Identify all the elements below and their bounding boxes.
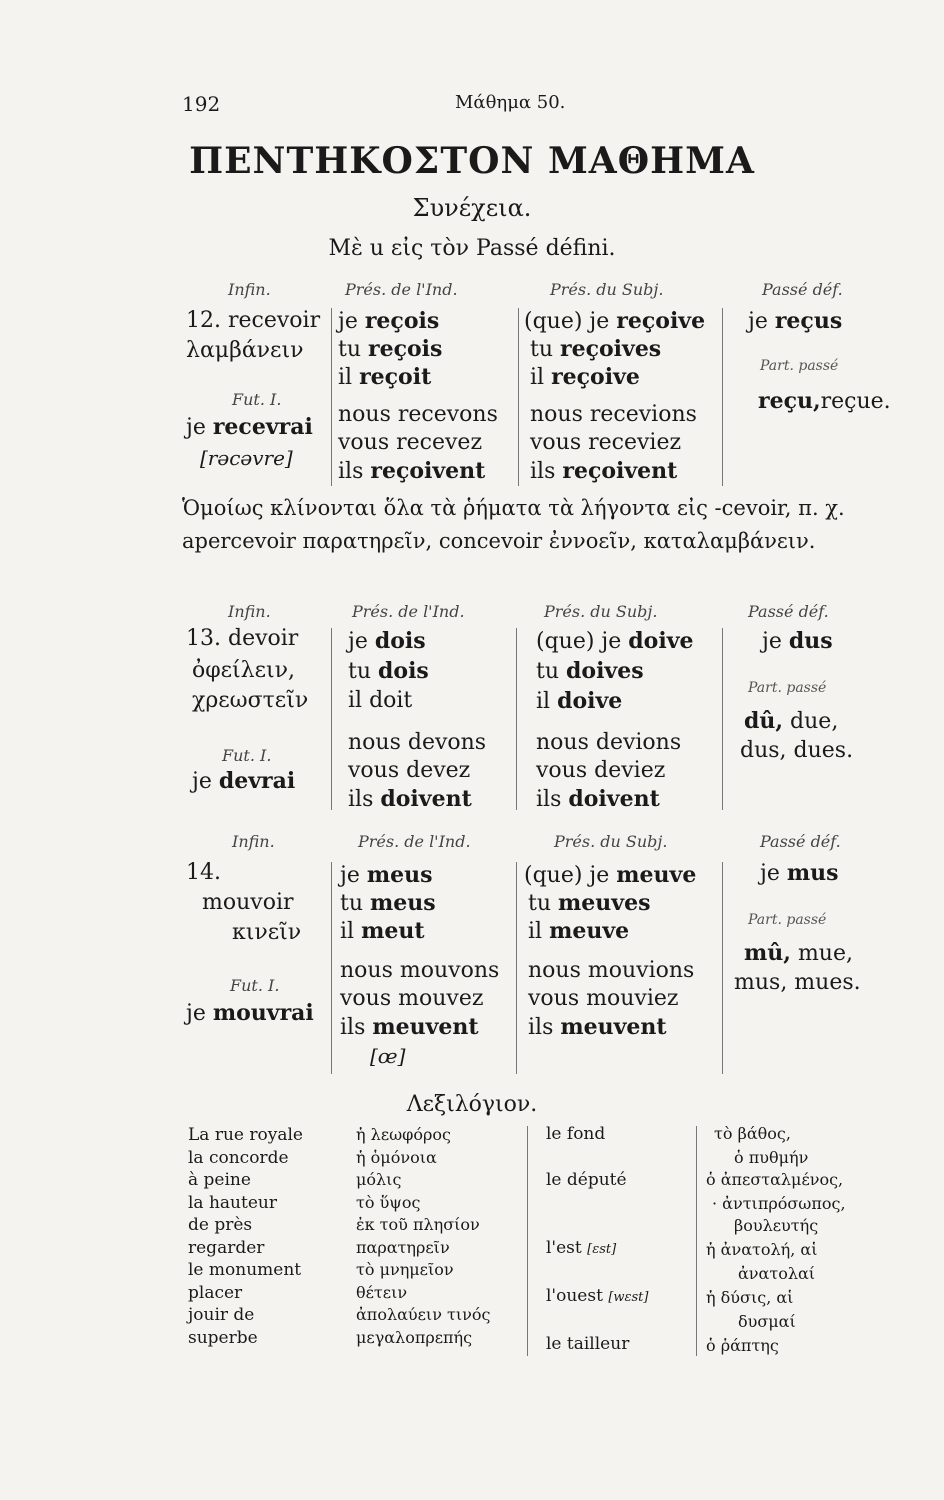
lex-fr2-1: le fond: [546, 1124, 606, 1144]
verb-14-future: je mouvrai: [186, 1000, 314, 1026]
lex-fr-5: de près: [188, 1215, 253, 1235]
lex-gr2-10: ὁ ῥάπτης: [706, 1336, 779, 1355]
running-title: Μάθημα 50.: [455, 92, 566, 113]
lex-gr2-3: ὁ ἀπεσταλμένος,: [706, 1170, 844, 1189]
verb-12-infinitive: 12. recevoir: [186, 308, 321, 333]
verb-13-ind-4: nous devons: [348, 730, 487, 755]
verb-14-ind-4: nous mouvons: [340, 958, 500, 983]
verb-12-passe: je reçus: [748, 308, 843, 334]
verb-13-part-label: Part. passé: [748, 680, 827, 696]
lexicon-greek-col: [356, 1124, 490, 1349]
verb-14-subj-1: (que) je meuve: [524, 862, 697, 888]
note-paragraph: Ὁμοίως κλίνονται ὅλα τὰ ῥήματα τὰ λήγοντα εἰς -cevoir, π. χ. apercevoir παρατηρεῖν, concevoir ἐννοεῖν, καταλαμβάνειν.: [182, 496, 845, 553]
verb-14-subj-6: ils meuvent: [528, 1014, 667, 1040]
verb-12-ind-6: ils reçoivent: [338, 458, 486, 484]
header-pres-subj-13: Prés. du Subj.: [544, 602, 658, 621]
verb-14-ind-3: il meut: [340, 918, 425, 944]
lex-gr2-5: βουλευτής: [734, 1216, 819, 1235]
verb-13-participle-2: dus, dues.: [740, 738, 854, 763]
lex-fr-8: placer: [188, 1282, 243, 1303]
header-passe-def-14: Passé déf.: [760, 832, 841, 851]
verb-13-subj-2: tu doives: [536, 658, 644, 684]
lex-gr2-1: τὸ βάθος,: [714, 1124, 791, 1143]
verb-14-pronunciation: [œ]: [370, 1044, 406, 1068]
verb-13-subj-1: (que) je doive: [536, 628, 694, 654]
header-infin-13: Infin.: [228, 602, 271, 621]
verb-14-subj-2: tu meuves: [528, 890, 651, 916]
lex-gr-9: ἀπολαύειν τινός: [356, 1305, 491, 1324]
lex-gr-7: τὸ μνημεῖον: [356, 1260, 454, 1279]
verb-14-ind-5: vous mouvez: [340, 986, 484, 1011]
verb-14-ind-6: ils meuvent: [340, 1014, 479, 1040]
verb-14-infinitive: mouvoir: [202, 890, 294, 915]
lex-fr-3: à peine: [188, 1170, 251, 1190]
verb-12-subj-5: vous receviez: [530, 430, 682, 455]
lex-gr-4: τὸ ὕψος: [356, 1192, 421, 1212]
verb-12-ind-2: tu reçois: [338, 336, 443, 362]
verb-12-subj-6: ils reçoivent: [530, 458, 678, 484]
lex-gr2-2: ὁ πυθμήν: [734, 1148, 809, 1167]
header-pres-ind-13: Prés. de l'Ind.: [352, 602, 465, 621]
header-pres-subj-14: Prés. du Subj.: [554, 832, 668, 851]
verb-14-subj-3: il meuve: [528, 918, 630, 944]
verb-12-fut-label: Fut. I.: [232, 390, 282, 409]
verb-14-passe: je mus: [760, 860, 839, 886]
lex-gr-2: ἡ ὁμόνοια: [356, 1147, 437, 1167]
lex-gr2-8: ἡ δύσις, αἱ: [706, 1288, 794, 1307]
lex-gr-8: θέτειν: [356, 1282, 408, 1302]
lex-gr2-6: ἡ ἀνατολή, αἱ: [706, 1240, 818, 1259]
header-pres-ind: Prés. de l'Ind.: [345, 280, 458, 299]
verb-12-gloss: λαμβάνειν: [186, 338, 304, 363]
verb-13-gloss-1: ὀφείλειν,: [192, 658, 296, 683]
verb-14-participle-1: mû, mue,: [744, 940, 853, 966]
verb-12-subj-4: nous recevions: [530, 402, 697, 427]
verb-12-part-label: Part. passé: [760, 358, 839, 374]
lex-gr-5: ἐκ τοῦ πλησίον: [356, 1215, 480, 1234]
verb-13-subj-4: nous devions: [536, 730, 682, 755]
verb-12-ind-1: je reçois: [338, 308, 440, 334]
verb-13-passe: je dus: [762, 628, 833, 654]
verb-14-subj-4: nous mouvions: [528, 958, 695, 983]
verb-13-gloss-2: χρεωστεῖν: [192, 688, 309, 713]
lex-fr-9: jouir de: [188, 1305, 255, 1325]
page-number: 192: [182, 92, 221, 116]
verb-12-subj-3: il reçoive: [530, 364, 640, 390]
lex-fr-10: superbe: [188, 1327, 258, 1348]
verb-14-subj-5: vous mouviez: [528, 986, 679, 1011]
verb-14-ind-1: je meus: [340, 862, 433, 888]
verb-13-subj-5: vous deviez: [536, 758, 666, 783]
header-pres-subj: Prés. du Subj.: [550, 280, 664, 299]
verb-12-subj-2: tu reçoives: [530, 336, 662, 362]
verb-13-infinitive: 13. devoir: [186, 626, 299, 651]
verb-13-future: je devrai: [192, 768, 296, 794]
verb-13-subj-6: ils doivent: [536, 786, 660, 812]
verb-12-ind-5: vous recevez: [338, 430, 483, 455]
verb-14-gloss: κινεῖν: [232, 920, 302, 945]
lex-fr-6: regarder: [188, 1237, 265, 1258]
lex-fr-2: la concorde: [188, 1147, 289, 1168]
verb-13-subj-3: il doive: [536, 688, 623, 714]
header-passe-def-13: Passé déf.: [748, 602, 829, 621]
verb-12-future: je recevrai: [186, 414, 313, 440]
verb-13-ind-3: il doit: [348, 688, 413, 713]
verb-13-ind-1: je dois: [348, 628, 426, 654]
header-passe-def: Passé déf.: [762, 280, 843, 299]
verb-13-ind-2: tu dois: [348, 658, 429, 684]
lex-gr2-9: δυσμαί: [738, 1312, 796, 1331]
verb-12-ind-4: nous recevons: [338, 402, 498, 427]
lexicon-title: Λεξιλόγιον.: [406, 1092, 538, 1117]
lex-fr-4: la hauteur: [188, 1192, 277, 1213]
verb-13-ind-6: ils doivent: [348, 786, 472, 812]
verb-14-fut-label: Fut. I.: [230, 976, 280, 995]
verb-12-participle: reçu,reçue.: [758, 388, 891, 414]
lex-fr2-4: l'ouest [wɛst]: [546, 1286, 649, 1306]
header-pres-ind-14: Prés. de l'Ind.: [358, 832, 471, 851]
lex-gr-1: ἡ λεωφόρος: [356, 1125, 451, 1144]
verb-13-fut-label: Fut. I.: [222, 746, 272, 765]
verb-12-pronunciation: [rəcəvre]: [200, 446, 293, 470]
verb-13-participle-1: dû, due,: [744, 708, 839, 734]
lex-gr-10: μεγαλοπρεπής: [356, 1327, 473, 1347]
lex-fr-1: La rue royale: [188, 1125, 303, 1145]
lesson-title: ΠΕΝΤΗΚΟΣΤΟΝ ΜΑΘΗΜΑ: [189, 140, 755, 182]
lex-gr-3: μόλις: [356, 1170, 402, 1189]
verb-14-part-label: Part. passé: [748, 912, 827, 928]
lex-fr2-3: l'est [ɛst]: [546, 1238, 617, 1258]
header-infin-14: Infin.: [232, 832, 275, 851]
lexicon-french-col: [188, 1124, 303, 1349]
lex-gr2-4: · ἀντιπρόσωπος,: [712, 1194, 846, 1213]
verb-14-number: 14.: [186, 860, 221, 885]
lex-fr2-2: le député: [546, 1170, 627, 1190]
lesson-subtitle: Συνέχεια.: [412, 194, 532, 222]
verb-14-ind-2: tu meus: [340, 890, 436, 916]
verb-12-subj-1: (que) je reçoive: [524, 308, 706, 334]
lex-fr-7: le monument: [188, 1260, 302, 1280]
intro-line: Μὲ u εἰς τὸν Passé défini.: [328, 236, 616, 261]
header-infin: Infin.: [228, 280, 271, 299]
verb-12-ind-3: il reçoit: [338, 364, 432, 390]
verb-14-participle-2: mus, mues.: [734, 970, 861, 995]
lex-gr-6: παρατηρεῖν: [356, 1237, 450, 1257]
lex-fr2-5: le tailleur: [546, 1334, 630, 1354]
verb-13-ind-5: vous devez: [348, 758, 471, 783]
lex-gr2-7: ἀνατολαί: [738, 1264, 816, 1283]
